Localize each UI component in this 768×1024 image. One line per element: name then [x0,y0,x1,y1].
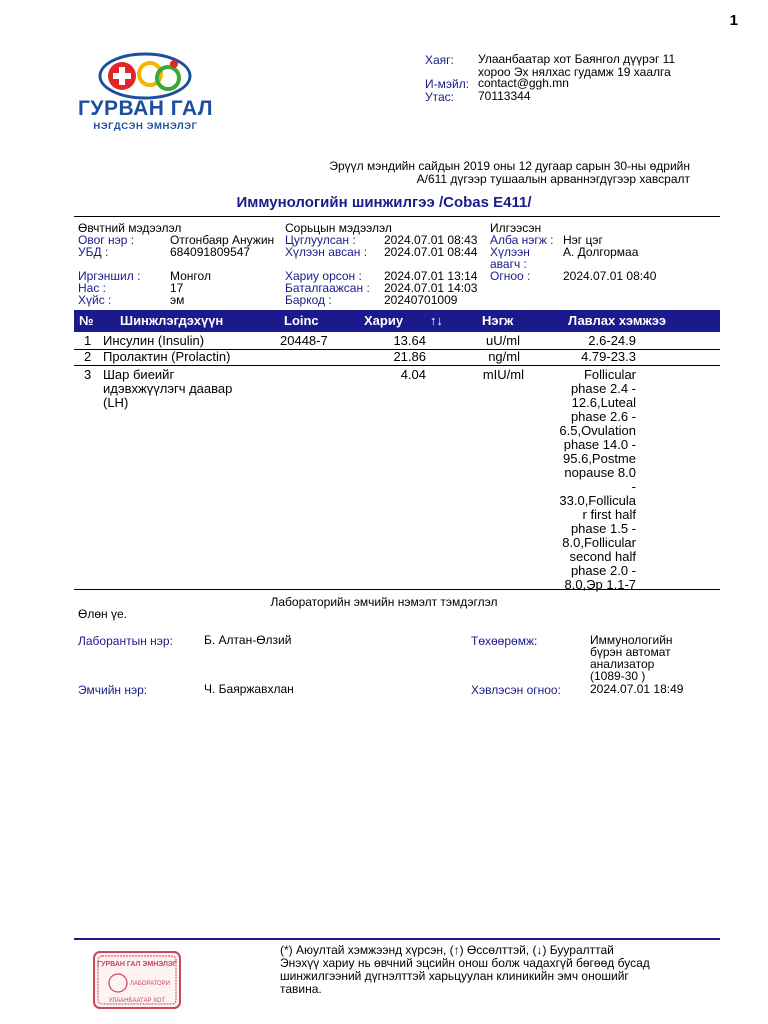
row1-test: Инсулин (Insulin) [103,333,205,348]
logo-name: ГУРВАН ГАЛ [78,97,213,120]
row3-ref-line: phase 2.4 - [570,381,636,396]
age-value: 17 [170,281,184,295]
row3-ref-line: 8.0,Follicular [562,535,636,550]
patient-section-label: Өвчтний мэдээлэл [78,221,182,235]
barcode-label: Баркод : [285,293,332,307]
decree-line-2: А/611 дүгээр тушаалын арваннэгдүгээр хавсралт [416,172,690,186]
row3-ref-line: r first half [582,507,636,522]
row3-ref-line: 95.6,Postme [563,451,636,466]
device-line: бүрэн автомат [590,645,671,659]
row3-result: 4.04 [400,367,426,382]
sort-arrows-icon: ↑↓ [430,313,443,328]
row3-unit: mIU/ml [482,367,524,382]
collected-value: 2024.07.01 08:43 [384,233,478,247]
surname-value: Отгонбаяр Анужин [170,233,275,247]
received-value: 2024.07.01 08:44 [384,245,478,259]
row3-ref [526,368,636,592]
decree-line-1: Эрүүл мэндийн сайдын 2019 оны 12 дугаар сарын 30-ны өдрийн [329,159,690,173]
hospital-logo [78,52,213,132]
device-line: анализатор [590,657,655,671]
citizenship-value: Монгол [170,269,211,283]
col-unit: Нэгж [482,313,514,328]
lab-note-label: Лабораторийн эмчийн нэмэлт тэмдэглэл [270,595,498,609]
device-label: Төхөөрөмж: [471,634,538,648]
receiver-label-2: авагч : [490,257,527,271]
stamp-top-text: ГУРВАН ГАЛ ЭМНЭЛЭГ [97,961,177,968]
row3-ref-line: phase 1.5 - [570,521,636,536]
confirmed-value: 2024.07.01 14:03 [384,281,478,295]
printed-value: 2024.07.01 18:49 [590,682,684,696]
title-divider [74,216,720,217]
reg-label: УБД : [78,245,109,259]
row2-no: 2 [84,349,92,364]
row3-ref-line: phase 14.0 - [563,437,636,452]
phone-value: 70113344 [478,89,531,103]
row2-ref: 4.79-23.3 [581,349,636,364]
row3-no: 3 [84,367,92,382]
device-line: (1089-30 ) [590,669,646,683]
col-test: Шинжлэгдэхүүн [120,313,224,328]
sex-label: Хүйс : [78,293,112,307]
reg-value: 684091809547 [170,245,251,259]
dept-value: Нэг цэг [563,233,603,247]
footer-divider [74,938,720,940]
row1-unit: uU/ml [486,333,520,348]
email-label: И-мэйл: [425,77,470,91]
confirmed-label: Баталгаажсан : [285,281,370,295]
address-line-2: хороо Эх нялхас гудамж 19 хаалга [478,65,671,79]
row2-unit: ng/ml [488,349,520,364]
col-ref: Лавлах хэмжээ [568,313,667,328]
results-table-header [74,310,720,332]
row3-ref-line: 12.6,Luteal [571,395,636,410]
decree-reference [190,160,690,186]
col-no: № [79,313,94,328]
row3-ref-line: 8.0,Эр 1.1-7 [564,577,636,592]
sample-section-label: Сорьцын мэдээлэл [285,221,392,235]
receiver-label: Хүлээн [490,245,530,259]
row3-ref-line: 6.5,Ovulation [559,423,636,438]
col-loinc: Loinc [284,313,319,328]
row1-ref: 2.6-24.9 [588,333,636,348]
device-value [590,634,673,682]
row3-ref-line: phase 2.0 - [570,563,636,578]
lab-stamp [92,950,182,1010]
footnote-line: тавина. [280,982,322,996]
result-time-value: 2024.07.01 13:14 [384,269,478,283]
received-label: Хүлээн авсан : [285,245,368,259]
age-label: Нас : [78,281,107,295]
stamp-middle-text: ЛАБОРАТОРИ [130,981,170,987]
barcode-value: 20240701009 [384,293,458,307]
address-line-1: Улаанбаатар хот Баянгол дүүрэг 11 [478,52,676,66]
row3-ref-line: second half [569,549,636,564]
doctor-value: Ч. Баяржавхлан [204,682,294,696]
lab-note: Өлөн үе. [78,607,127,621]
sender-section-label: Илгээсэн [490,221,542,235]
email-value: contact@ggh.mn [478,76,569,90]
row3-test [103,368,232,410]
row3-test-line: Шар биеийг [103,367,175,382]
doctor-label: Эмчийн нэр: [78,683,148,697]
row3-ref-line: Follicular [583,367,636,382]
row3-ref-line: nopause 8.0 [564,465,636,480]
receiver-value: А. Долгормаа [563,245,639,259]
result-time-label: Хариу орсон : [285,269,362,283]
stamp-bottom-text: УЛААНБААТАР ХОТ [108,998,166,1004]
col-result: Хариу [364,313,404,328]
row3-ref-line: - [631,479,636,494]
page-number: 1 [729,12,738,29]
sex-value: эм [170,293,185,307]
lab-technician-value: Б. Алтан-Өлзий [204,633,292,647]
device-line: Иммунологийн [590,633,673,647]
logo-subtitle: НЭГДСЭН ЭМНЭЛЭГ [93,121,198,132]
footnote-line: шинжилгээний дүгнэлттэй харьцуулан клиникийн эмч оношийг [280,969,629,983]
footnote [280,944,710,996]
footnote-line: (*) Аюултай хэмжээнд хүрсэн, (↑) Өссөлттэй, (↓) Бууралттай [280,943,614,957]
row2-result: 21.86 [393,349,426,364]
printed-label: Хэвлэсэн огноо: [471,683,561,697]
logo-emblem-icon [78,52,213,100]
row3-ref-line: 33.0,Follicula [559,493,636,508]
stamp-icon [92,950,182,1010]
row3-test-line: идэвхжүүлэгч даавар [103,381,233,396]
date-label: Огноо : [490,269,531,283]
table-bottom-line [74,589,720,590]
report-title: Иммунологийн шинжилгээ /Cobas E411/ [236,194,532,211]
phone-label: Утас: [425,90,454,104]
row-divider [74,365,720,366]
footnote-line: Энэхүү хариу нь өвчний эцсийн онош болж чадахгүй бөгөөд бусад [280,956,650,970]
citizenship-label: Иргэншил : [78,269,141,283]
row1-loinc: 20448-7 [280,333,328,348]
lab-technician-label: Лаборантын нэр: [78,634,173,648]
row3-ref-line: phase 2.6 - [570,409,636,424]
row3-test-line: (LH) [103,395,129,410]
row2-test: Пролактин (Prolactin) [103,349,231,364]
row1-result: 13.64 [393,333,426,348]
collected-label: Цуглуулсан : [285,233,356,247]
date-value: 2024.07.01 08:40 [563,269,657,283]
dept-label: Алба нэгж : [490,233,554,247]
address-label: Хаяг: [425,53,454,67]
row1-no: 1 [84,333,92,348]
surname-label: Овог нэр : [78,233,135,247]
